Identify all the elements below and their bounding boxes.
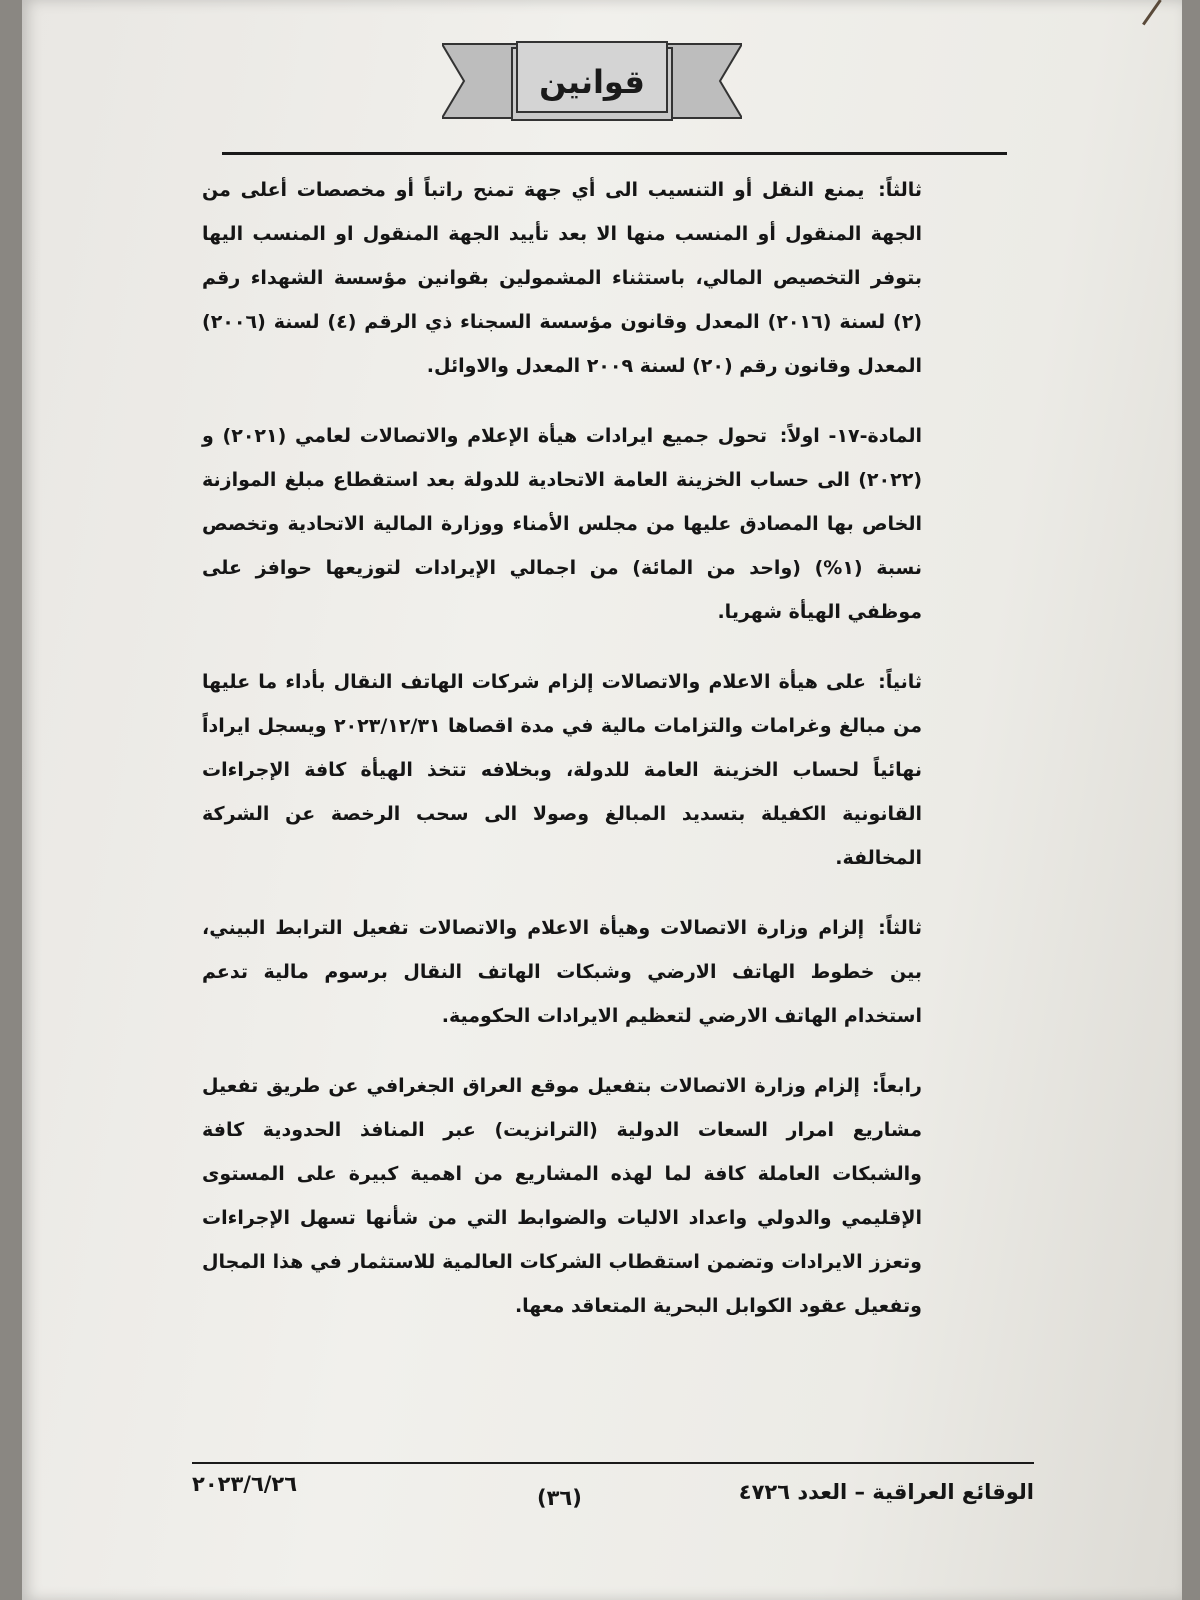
paragraph-article-17-first	[202, 414, 922, 634]
clause-text: يمنع النقل أو التنسيب الى أي جهة تمنح راتباً أو مخصصات أعلى من الجهة المنقول أو المنسب منها الا بعد تأييد الجهة المنقول او المنسب اليها بتوفر التخصيص المالي، باستثناء المشمولين بقوانين مؤسسة الشهداء رقم (٢) لسنة (٢٠١٦) المعدل وقانون مؤسسة السجناء ذي الرقم (٤) لسنة (٢٠٠٦) المعدل وقانون رقم (٢٠) لسنة ٢٠٠٩ المعدل والاوائل.	[202, 179, 923, 377]
paragraph-third-prev	[202, 168, 922, 388]
clause-label: ثالثاً:	[878, 179, 922, 201]
paragraph-fourth	[202, 1064, 922, 1328]
clause-label: المادة-١٧- اولاً:	[779, 425, 923, 447]
clause-label: رابعاً:	[871, 1075, 922, 1097]
document-page	[22, 0, 1182, 1600]
gazette-issue: الوقائع العراقية – العدد ٤٧٢٦	[738, 1480, 1034, 1504]
clause-label: ثالثاً:	[878, 917, 922, 939]
clause-text: إلزام وزارة الاتصالات وهيأة الاعلام والاتصالات تفعيل الترابط البيني، بين خطوط الهاتف الارضي وشبكات الهاتف النقال برسوم مالية تدعم استخدام الهاتف الارضي لتعظيم الايرادات الحكومية.	[202, 917, 922, 1027]
clause-label: ثانياً:	[878, 671, 922, 693]
issue-date: ٢٠٢٣/٦/٢٦	[192, 1472, 298, 1496]
clause-text: إلزام وزارة الاتصالات بتفعيل موقع العراق الجغرافي عن طريق تفعيل مشاريع امرار السعات الدولية (الترانزيت) عبر المنافذ الحدودية كافة والشبكات العاملة كافة لما لهذه المشاريع من اهمية كبيرة على المستوى الإقليمي والدولي واعداد الاليات والضوابط التي من شأنها تسهل الإجراءات وتعزز الايرادات وتضمن استقطاب الشركات العالمية للاستثمار في هذا المجال وتفعيل عقود الكوابل البحرية المتعاقد معها.	[202, 1075, 922, 1317]
clause-text: تحول جميع ايرادات هيأة الإعلام والاتصالات لعامي (٢٠٢١) و (٢٠٢٢) الى حساب الخزينة العامة الاتحادية للدولة بعد استقطاع مبلغ الموازنة الخاص بها المصادق عليها من مجلس الأمناء ووزارة المالية الاتحادية وتخصص نسبة (١%) (واحد من المائة) من اجمالي الإيرادات لتوزيعها حوافز على موظفي الهيأة شهريا.	[202, 425, 922, 623]
page-footer	[192, 1472, 1034, 1512]
pen-mark	[1142, 0, 1162, 25]
paragraph-third	[202, 906, 922, 1038]
law-text-body	[202, 168, 922, 1354]
bottom-rule	[192, 1462, 1034, 1464]
section-title: قوانين	[539, 63, 645, 101]
section-banner	[442, 38, 742, 128]
top-rule	[222, 152, 1007, 155]
clause-text: على هيأة الاعلام والاتصالات إلزام شركات الهاتف النقال بأداء ما عليها من مبالغ وغرامات والتزامات مالية في مدة اقصاها ٢٠٢٣/١٢/٣١ ويسجل ايراداً نهائياً لحساب الخزينة العامة للدولة، وبخلافه تتخذ الهيأة كافة الإجراءات القانونية الكفيلة بتسديد المبالغ وصولا الى سحب الرخصة عن الشركة المخالفة.	[202, 671, 923, 869]
paragraph-second	[202, 660, 922, 880]
page-number: (٣٦)	[537, 1486, 582, 1510]
